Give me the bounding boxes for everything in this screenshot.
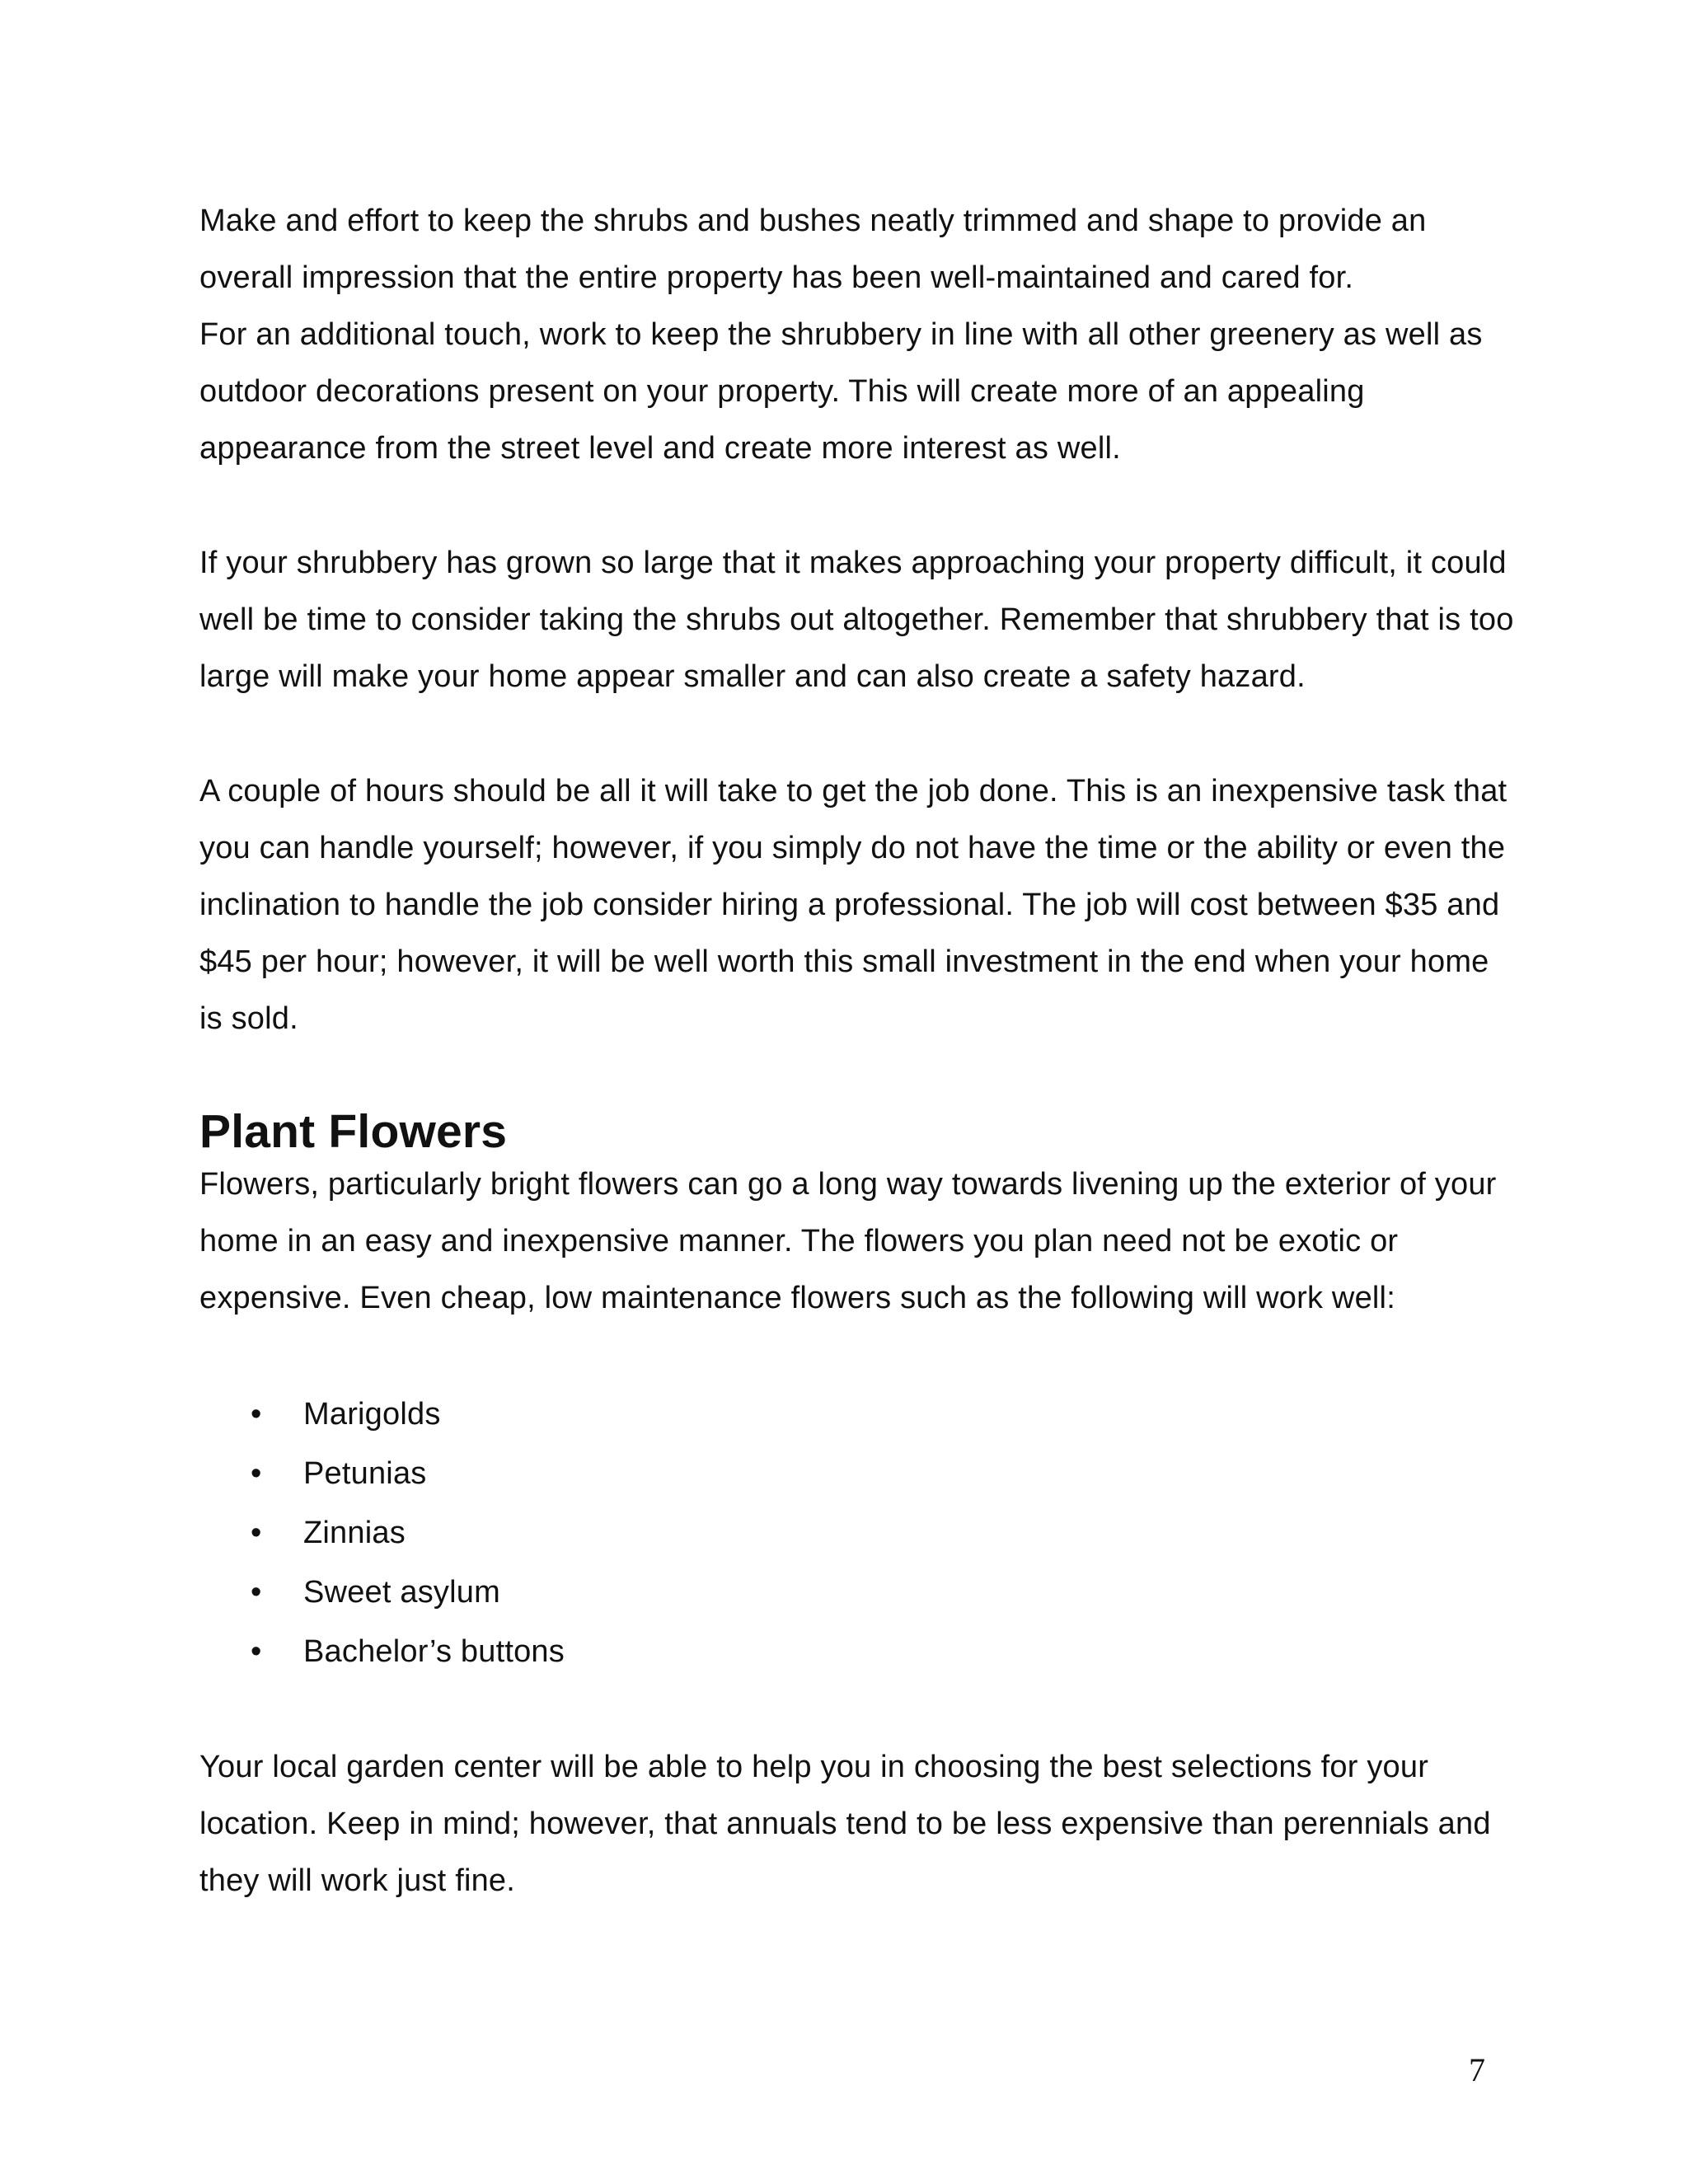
- list-item-label: Marigolds: [303, 1397, 441, 1432]
- list-item-label: Sweet asylum: [303, 1575, 500, 1610]
- list-item: [199, 1622, 1518, 1681]
- paragraph-flowers-intro: Flowers, particularly bright flowers can go a long way towards livening up the exterior of your home in an easy and inexpensive manner. The flowers you plan need not be exotic or expensive. Even cheap, low maintenance flowers such as the following will work well:: [199, 1167, 1497, 1315]
- bullet-icon: •: [251, 1456, 262, 1491]
- list-item-label: Bachelor’s buttons: [303, 1634, 565, 1669]
- list-item: [199, 1503, 1518, 1563]
- bullet-icon: •: [251, 1516, 262, 1550]
- bullet-icon: •: [251, 1575, 262, 1610]
- list-item: [199, 1444, 1518, 1503]
- flower-list: [199, 1385, 1518, 1681]
- paragraph-shrub-removal: If your shrubbery has grown so large that it makes approaching your property difficult, it could well be time to consider taking the shrubs out altogether. Remember that shrubbery that is too large will make your home appear smaller and can also create a safety hazard.: [199, 546, 1514, 694]
- paragraph-garden-center: Your local garden center will be able to help you in choosing the best selections for your location. Keep in mind; however, that annuals tend to be less expensive than perennials and they will work just fine.: [199, 1750, 1491, 1898]
- page-content: [199, 193, 1518, 1910]
- bullet-icon: •: [251, 1634, 262, 1669]
- paragraph-shrub-trim: Make and effort to keep the shrubs and bushes neatly trimmed and shape to provide an overall impression that the entire property has been well-maintained and cared for.: [199, 204, 1427, 295]
- section-heading-plant-flowers: Plant Flowers: [199, 1105, 508, 1158]
- page-number: 7: [1469, 2051, 1485, 2088]
- list-item: [199, 1563, 1518, 1622]
- section-spacer: [199, 1047, 1518, 1107]
- paragraph-shrub-cost: A couple of hours should be all it will take to get the job done. This is an inexpensive task that you can handle yourself; however, if you simply do not have the time or the ability or even the inclination to handle the job consider hiring a professional. The job will cost between $35 and $45 per hour; however, it will be well worth this small investment in the end when your home is sold.: [199, 774, 1507, 1036]
- bullet-icon: •: [251, 1397, 262, 1432]
- list-item: [199, 1385, 1518, 1444]
- paragraph-shrub-greenery: For an additional touch, work to keep the shrubbery in line with all other greenery as well as outdoor decorations present on your property. This will create more of an appealing appearance from the street level and create more interest as well.: [199, 317, 1483, 466]
- list-item-label: Zinnias: [303, 1516, 406, 1550]
- list-item-label: Petunias: [303, 1456, 427, 1491]
